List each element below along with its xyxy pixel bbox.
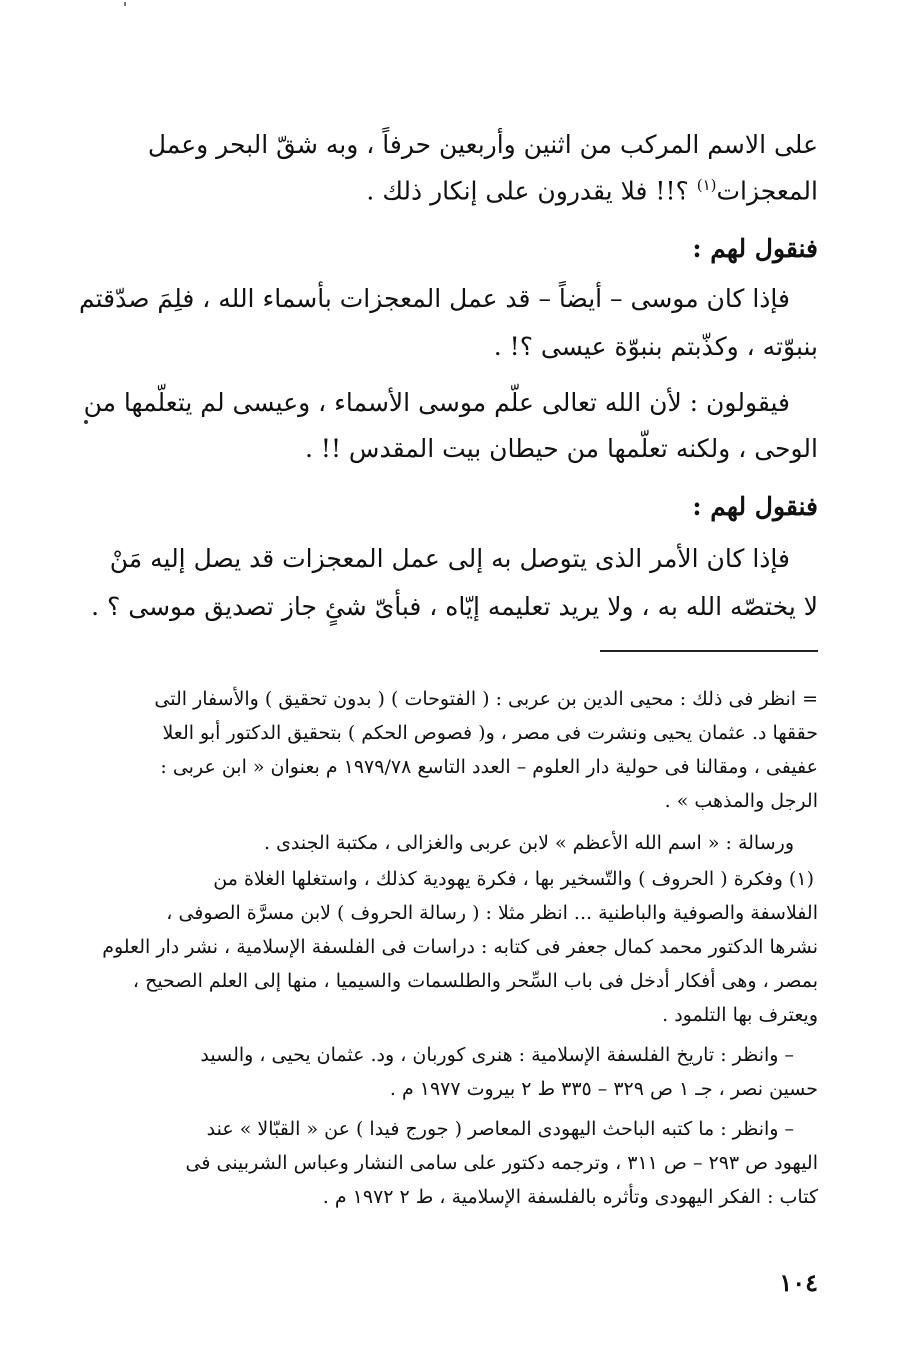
body-line: بنبوّته ، وكذّبتم بنبوّة عيسى ؟! . <box>493 332 818 361</box>
body-line: فإذا كان الأمر الذى يتوصل به إلى عمل المعجزات قد يصل إليه مَنْ <box>109 544 790 573</box>
footnote-line: = انظر فى ذلك : محيى الدين بن عربى : ( الفتوحات ) ( بدون تحقيق ) والأسفار التى <box>154 688 818 710</box>
body-line: فيقولون : لأن الله تعالى علّم موسى الأسماء ، وعيسى لم يتعلّمها من <box>83 388 790 417</box>
body-text: المعجزات <box>716 176 818 206</box>
footnote-line: حسين نصر ، جـ ١ ص ٣٢٩ – ٣٣٥ ط ٢ بيروت ١٩٧٧ م . <box>389 1078 818 1100</box>
body-line: لا يختصّه الله به ، ولا يريد تعليمه إيّاه ، فبأىّ شئٍ جاز تصديق موسى ؟ . <box>91 592 818 621</box>
body-line <box>366 168 818 208</box>
body-line: على الاسم المركب من اثنين وأربعين حرفاً ، وبه شقّ البحر وعمل <box>147 130 818 159</box>
body-line: الوحى ، ولكنه تعلّمها من حيطان بيت المقدس !! . <box>305 434 818 463</box>
scan-mark <box>124 2 126 6</box>
footnote-line: كتاب : الفكر اليهودى وتأثره بالفلسفة الإسلامية ، ط ٢ ١٩٧٢ م . <box>322 1186 818 1208</box>
section-heading: فنقول لهم : <box>692 492 818 521</box>
stray-mark <box>84 420 88 424</box>
footnote-line: اليهود ص ٢٩٣ – ص ٣١١ ، وترجمه دكتور على سامى النشار وعباس الشربينى فى <box>185 1152 818 1174</box>
body-line: فإذا كان موسى – أيضاً – قد عمل المعجزات بأسماء الله ، فلِمَ صدّقتم <box>79 284 790 313</box>
footnote-line: – وانظر : ما كتبه الباحث اليهودى المعاصر ( جورج فيدا ) عن « القبّالا » عند <box>206 1118 794 1140</box>
footnote-separator <box>600 650 818 652</box>
body-text: ؟!! فلا يقدرون على إنكار ذلك . <box>366 176 697 206</box>
footnote-line: حققها د. عثمان يحيى ونشرت فى مصر ، و( فصوص الحكم ) بتحقيق الدكتور أبو العلا <box>162 722 818 744</box>
footnote-line: بمصر ، وهى أفكار أدخل فى باب السِّحر والطلسمات والسيميا ، منها إلى العلم الصحيح ، <box>132 970 818 992</box>
footnote-line: (١) وفكرة ( الحروف ) والتّسخير بها ، فكرة يهودية كذلك ، واستغلها الغلاة من <box>213 868 814 890</box>
page-number: ١٠٤ <box>779 1268 818 1297</box>
footnote-line: الرجل والمذهب » . <box>664 790 818 812</box>
footnote-line: الفلاسفة والصوفية والباطنية ... انظر مثلا : ( رسالة الحروف ) لابن مسرَّة الصوفى ، <box>166 902 818 924</box>
footnote-line: ورسالة : « اسم الله الأعظم » لابن عربى والغزالى ، مكتبة الجندى . <box>263 832 794 854</box>
footnote-line: عفيفى ، ومقالنا فى حولية دار العلوم – العدد التاسع ١٩٧٩/٧٨ م بعنوان « ابن عربى : <box>160 756 818 778</box>
footnote-line: نشرها الدكتور محمد كمال جعفر فى كتابه : دراسات فى الفلسفة الإسلامية ، نشر دار العلوم <box>102 936 818 958</box>
section-heading: فنقول لهم : <box>692 234 818 263</box>
footnote-marker: (١) <box>696 176 717 194</box>
footnote-line: ويعترف بها التلمود . <box>662 1004 818 1026</box>
footnote-line: – وانظر : تاريخ الفلسفة الإسلامية : هنرى كوربان ، ود. عثمان يحيى ، والسيد <box>200 1044 794 1066</box>
